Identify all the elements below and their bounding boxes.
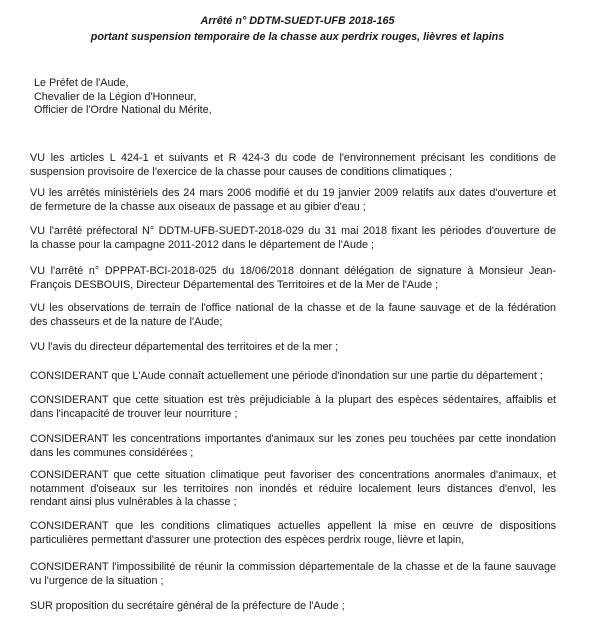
clause-considerant-concentrations (30, 433, 556, 460)
clause-vu-code-environnement (30, 152, 556, 179)
clause-vu-observations (30, 302, 556, 329)
clause-line: rendant ainsi plus vulnérables à la chasse ; (30, 496, 237, 508)
clause-line: SUR proposition du secrétaire général de la préfecture de l'Aude ; (30, 600, 345, 612)
decree-subtitle: portant suspension temporaire de la chasse aux perdrix rouges, lièvres et lapins (90, 31, 505, 43)
clause-line: la chasse pour la campagne 2011-2012 dans le département de l'Aude ; (30, 238, 374, 251)
decree-title: Arrêté n° DDTM-SUEDT-UFB 2018-165 (200, 15, 395, 27)
clause-considerant-prejudiciable (30, 394, 556, 421)
clause-line: de fermeture de la chasse aux oiseaux de passage et au gibier d'eau ; (30, 200, 366, 213)
clause-line: dans l'incapacité de trouver leur nourriture ; (30, 407, 238, 420)
clause-line: suspension provisoire de l'exercice de la chasse pour causes de conditions climatiques ; (30, 165, 453, 178)
clause-line: particulières permettant d'assurer une protection des espèces perdrix rouge, lièvre et lapin, (30, 533, 465, 546)
clause-considerant-inondation (30, 370, 556, 384)
clause-vu-delegation-signature (30, 265, 556, 292)
signatory-line: Officier de l'Ordre National du Mérite, (34, 104, 212, 116)
clause-considerant-situation-climatique (30, 469, 556, 510)
clause-line: CONSIDERANT que cette situation est très préjudiciable à la plupart des espèces sédentaires, affaiblis et (30, 394, 556, 406)
clause-line: VU les observations de terrain de l'office national de la chasse et de la faune sauvage et de la fédération (30, 302, 556, 314)
clause-line: CONSIDERANT que les conditions climatiques actuelles appellent la mise en œuvre de dispositions (30, 520, 556, 532)
signatory-line: Chevalier de la Légion d'Honneur, (34, 90, 197, 103)
clause-vu-avis-directeur (30, 341, 556, 355)
clause-line: VU l'arrêté préfectoral N° DDTM-UFB-SUEDT-2018-029 du 31 mai 2018 fixant les périodes d'ouverture de (30, 225, 556, 237)
clause-sur-proposition (30, 600, 556, 614)
clause-line: François DESBOUIS, Directeur Départemental des Territoires et de la Mer de l'Aude ; (30, 278, 439, 291)
clause-considerant-impossibilite (30, 561, 556, 588)
clause-line: des chasseurs et de la nature de l'Aude; (30, 315, 223, 328)
signatory-block (34, 77, 212, 118)
clause-line: CONSIDERANT que L'Aude connaît actuellement une période d'inondation sur une partie du département ; (30, 370, 543, 382)
clause-line: VU les arrêtés ministériels des 24 mars 2006 modifié et du 19 janvier 2009 relatifs aux dates d'ouverture et (30, 187, 556, 199)
signatory-line: Le Préfet de l'Aude, (34, 77, 129, 89)
clause-vu-arretes-ministeriels (30, 187, 556, 214)
clause-line: CONSIDERANT les concentrations importantes d'animaux sur les zones peu touchées par cette inondation (30, 433, 556, 445)
clause-line: notamment d'oiseaux sur les territoires non inondés et réduire localement leurs distances d'envol, les (30, 482, 556, 495)
clause-vu-arrete-prefectoral (30, 225, 556, 252)
clause-line: vu l'urgence de la situation ; (30, 574, 164, 587)
clause-line: dans les communes considérées ; (30, 446, 194, 459)
clause-considerant-conditions (30, 520, 556, 547)
clause-line: VU les articles L 424-1 et suivants et R 424-3 du code de l'environnement précisant les conditions de (30, 152, 556, 164)
clause-line: VU l'avis du directeur départemental des territoires et de la mer ; (30, 341, 339, 353)
clause-line: CONSIDERANT que cette situation climatique peut favoriser des concentrations anormales d'animaux, et (30, 469, 556, 481)
clause-line: VU l'arrêté n° DPPPAT-BCI-2018-025 du 18/06/2018 donnant délégation de signature à Monsieur Jean- (30, 265, 556, 277)
clause-line: CONSIDERANT l'impossibilité de réunir la commission départementale de la chasse et de la faune sauvage (30, 561, 556, 573)
